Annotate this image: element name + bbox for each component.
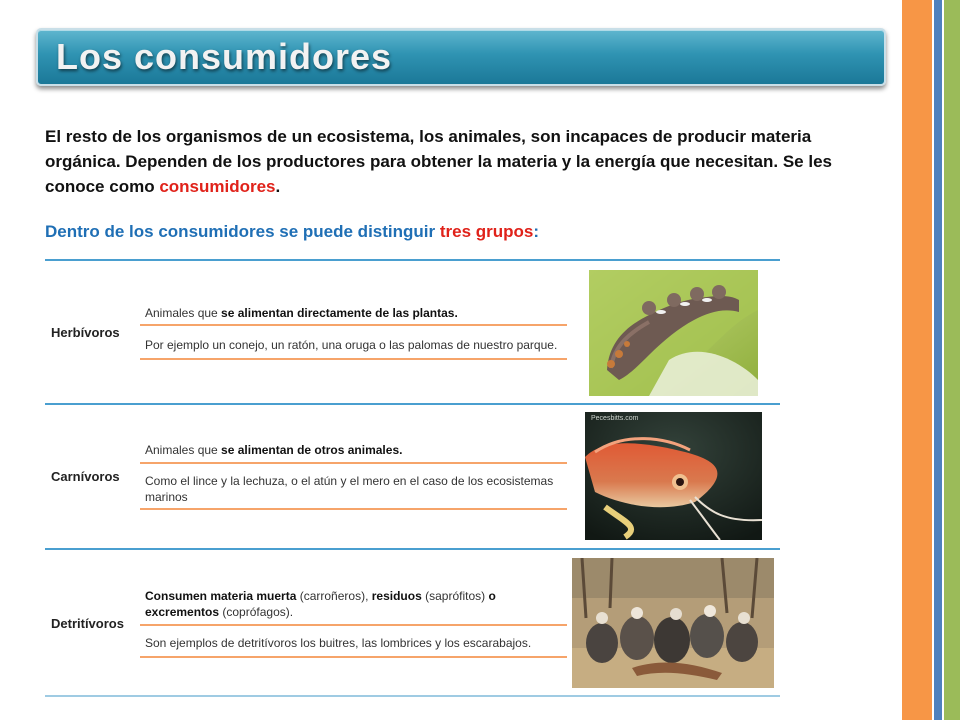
group-example: Son ejemplos de detritívoros los buitres, las lombrices y los escarabajos.: [145, 636, 532, 650]
definition-bold: residuos: [371, 589, 422, 603]
row-divider: [140, 656, 567, 658]
subintro-end: :: [533, 222, 540, 241]
decor-stripe-orange: [902, 0, 932, 720]
table-divider: [45, 695, 780, 697]
group-name-detritivoros: Detritívoros: [51, 616, 124, 631]
row-divider: [140, 508, 567, 510]
decor-stripe-blue: [934, 0, 942, 720]
definition-bold: se alimentan directamente de las plantas.: [221, 306, 458, 320]
page-title: Los consumidores: [56, 36, 393, 77]
group-name-carnivoros: Carnívoros: [51, 469, 120, 484]
table-divider: [45, 548, 780, 550]
definition-bold: Consumen materia muerta: [145, 589, 297, 603]
intro-text: El resto de los organismos de un ecosistema, los animales, son incapaces de producir materia orgánica. Dependen de los productores para obtener la materia y la energía que necesitan. Se les conoce como: [45, 127, 832, 196]
definition-bold: o excrementos: [145, 589, 496, 619]
fish-illustration: [585, 412, 762, 540]
caterpillar-illustration: [589, 270, 758, 396]
row-divider: [140, 624, 567, 626]
row-divider: [140, 462, 567, 464]
definition-prefix: Animales que: [145, 443, 222, 457]
definition-paren: (carroñeros),: [296, 589, 372, 603]
subintro-highlight: tres grupos: [439, 222, 534, 241]
group-name-herbivoros: Herbívoros: [51, 325, 120, 340]
definition-paren: (saprófitos): [421, 589, 489, 603]
group-definition: [145, 442, 565, 458]
vultures-photo: [572, 558, 774, 688]
group-definition: [145, 588, 565, 620]
intro-paragraph: [45, 124, 875, 199]
group-example: Como el lince y la lechuza, o el atún y el mero en el caso de los ecosistemas marinos: [145, 474, 554, 504]
definition-paren: (coprófagos).: [219, 605, 294, 619]
table-divider: [45, 259, 780, 261]
group-example: Por ejemplo un conejo, un ratón, una oruga o las palomas de nuestro parque.: [145, 338, 558, 352]
row-divider: [140, 324, 567, 326]
subintro-paragraph: [45, 219, 875, 244]
table-divider: [45, 403, 780, 405]
intro-end: .: [275, 177, 281, 196]
title-banner: [36, 28, 886, 86]
decor-stripe-green: [944, 0, 960, 720]
group-definition: [145, 305, 565, 321]
definition-prefix: Animales que: [145, 306, 222, 320]
row-divider: [140, 358, 567, 360]
photo-watermark: Pecesbitts.com: [591, 415, 639, 422]
vultures-illustration: [572, 558, 774, 688]
subintro-text: Dentro de los consumidores se puede distinguir: [45, 222, 440, 241]
intro-highlight: consumidores: [159, 177, 276, 196]
caterpillar-photo: [589, 270, 758, 396]
definition-bold: se alimentan de otros animales.: [221, 443, 403, 457]
fish-photo: [585, 412, 762, 540]
